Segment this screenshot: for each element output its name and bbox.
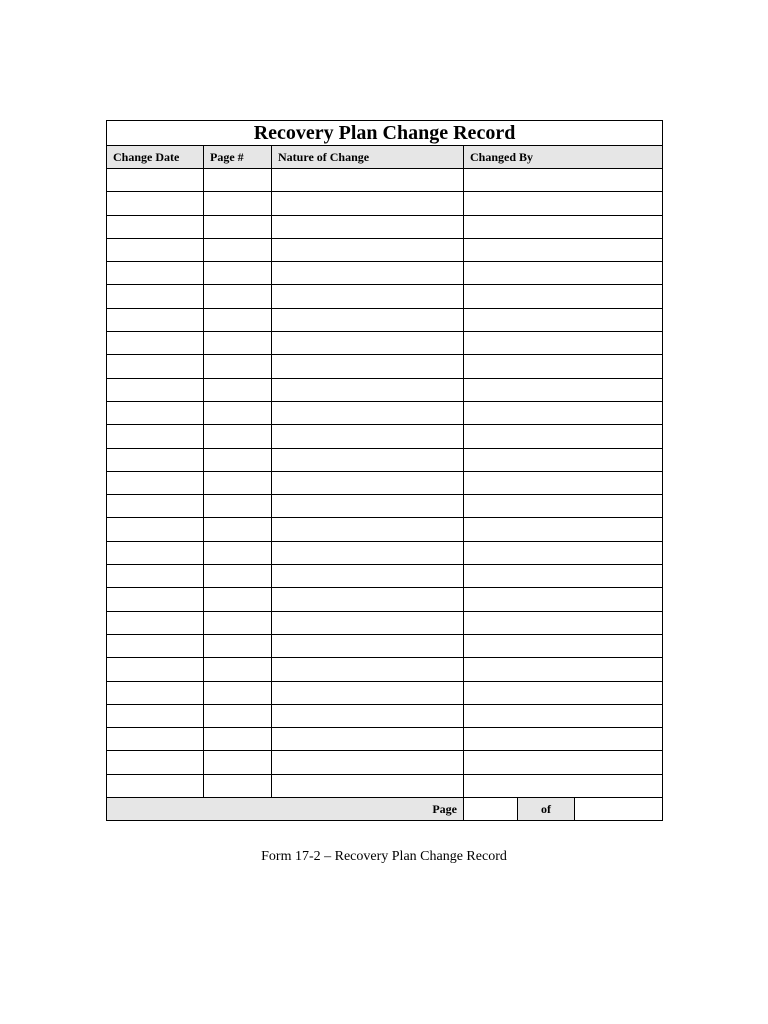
table-row <box>107 704 663 727</box>
page-number-cell[interactable] <box>204 215 272 238</box>
changed-by-cell[interactable] <box>464 634 663 657</box>
change-date-cell[interactable] <box>107 308 204 331</box>
changed-by-cell[interactable] <box>464 215 663 238</box>
page-number-cell[interactable] <box>204 751 272 774</box>
changed-by-cell[interactable] <box>464 751 663 774</box>
table-row <box>107 565 663 588</box>
nature-of-change-cell[interactable] <box>272 565 464 588</box>
changed-by-cell[interactable] <box>464 518 663 541</box>
changed-by-cell[interactable] <box>464 541 663 564</box>
page-number-cell[interactable] <box>204 285 272 308</box>
nature-of-change-cell[interactable] <box>272 215 464 238</box>
nature-of-change-cell[interactable] <box>272 611 464 634</box>
changed-by-cell[interactable] <box>464 355 663 378</box>
change-record-form <box>106 120 663 821</box>
page-number-cell[interactable] <box>204 541 272 564</box>
nature-of-change-cell[interactable] <box>272 169 464 192</box>
changed-by-cell[interactable] <box>464 611 663 634</box>
table-row <box>107 285 663 308</box>
change-date-cell[interactable] <box>107 634 204 657</box>
nature-of-change-cell[interactable] <box>272 238 464 261</box>
page-number-cell[interactable] <box>204 378 272 401</box>
change-date-cell[interactable] <box>107 262 204 285</box>
page-number-cell[interactable] <box>204 448 272 471</box>
change-date-cell[interactable] <box>107 192 204 215</box>
changed-by-cell[interactable] <box>464 285 663 308</box>
form-caption: Form 17-2 – Recovery Plan Change Record <box>261 849 507 864</box>
page-number-cell[interactable] <box>204 681 272 704</box>
change-date-cell[interactable] <box>107 541 204 564</box>
change-date-cell[interactable] <box>107 238 204 261</box>
table-row <box>107 448 663 471</box>
changed-by-cell[interactable] <box>464 332 663 355</box>
table-row <box>107 215 663 238</box>
change-date-cell[interactable] <box>107 728 204 751</box>
changed-by-cell[interactable] <box>464 262 663 285</box>
change-date-cell[interactable] <box>107 565 204 588</box>
table-row <box>107 332 663 355</box>
page-number-cell[interactable] <box>204 611 272 634</box>
change-date-cell[interactable] <box>107 355 204 378</box>
table-row <box>107 681 663 704</box>
nature-of-change-cell[interactable] <box>272 658 464 681</box>
table-row <box>107 634 663 657</box>
column-header-page-number: Page # <box>204 146 272 169</box>
nature-of-change-cell[interactable] <box>272 378 464 401</box>
table-row <box>107 611 663 634</box>
footer-of-label: of <box>518 798 575 821</box>
change-date-cell[interactable] <box>107 401 204 424</box>
nature-of-change-cell[interactable] <box>272 332 464 355</box>
column-header-nature-of-change: Nature of Change <box>272 146 464 169</box>
nature-of-change-cell[interactable] <box>272 448 464 471</box>
table-row <box>107 751 663 774</box>
table-row <box>107 658 663 681</box>
header-row <box>107 146 663 169</box>
changed-by-cell[interactable] <box>464 774 663 797</box>
nature-of-change-cell[interactable] <box>272 588 464 611</box>
table-row <box>107 169 663 192</box>
nature-of-change-cell[interactable] <box>272 541 464 564</box>
form-title: Recovery Plan Change Record <box>107 121 663 146</box>
change-date-cell[interactable] <box>107 471 204 494</box>
page-number-cell[interactable] <box>204 355 272 378</box>
changed-by-cell[interactable] <box>464 169 663 192</box>
column-header-changed-by: Changed By <box>464 146 663 169</box>
changed-by-cell[interactable] <box>464 192 663 215</box>
change-date-cell[interactable] <box>107 425 204 448</box>
changed-by-cell[interactable] <box>464 308 663 331</box>
changed-by-cell[interactable] <box>464 728 663 751</box>
change-date-cell[interactable] <box>107 518 204 541</box>
page-number-cell[interactable] <box>204 238 272 261</box>
change-date-cell[interactable] <box>107 285 204 308</box>
nature-of-change-cell[interactable] <box>272 751 464 774</box>
nature-of-change-cell[interactable] <box>272 308 464 331</box>
table-row <box>107 774 663 797</box>
page-number-cell[interactable] <box>204 425 272 448</box>
changed-by-cell[interactable] <box>464 704 663 727</box>
nature-of-change-cell[interactable] <box>272 471 464 494</box>
changed-by-cell[interactable] <box>464 378 663 401</box>
change-date-cell[interactable] <box>107 169 204 192</box>
changed-by-cell[interactable] <box>464 495 663 518</box>
table-row <box>107 378 663 401</box>
nature-of-change-cell[interactable] <box>272 518 464 541</box>
nature-of-change-cell[interactable] <box>272 425 464 448</box>
change-date-cell[interactable] <box>107 332 204 355</box>
table-row <box>107 262 663 285</box>
table-row <box>107 308 663 331</box>
changed-by-cell[interactable] <box>464 425 663 448</box>
total-pages-field[interactable] <box>575 798 663 821</box>
nature-of-change-cell[interactable] <box>272 192 464 215</box>
change-date-cell[interactable] <box>107 495 204 518</box>
page-number-cell[interactable] <box>204 495 272 518</box>
page-number-cell[interactable] <box>204 588 272 611</box>
page-number-cell[interactable] <box>204 774 272 797</box>
change-date-cell[interactable] <box>107 588 204 611</box>
table-row <box>107 541 663 564</box>
page-number-cell[interactable] <box>204 634 272 657</box>
table-row <box>107 471 663 494</box>
nature-of-change-cell[interactable] <box>272 681 464 704</box>
changed-by-cell[interactable] <box>464 588 663 611</box>
change-date-cell[interactable] <box>107 448 204 471</box>
table-row <box>107 192 663 215</box>
table-row <box>107 728 663 751</box>
change-date-cell[interactable] <box>107 658 204 681</box>
changed-by-cell[interactable] <box>464 681 663 704</box>
nature-of-change-cell[interactable] <box>272 495 464 518</box>
nature-of-change-cell[interactable] <box>272 262 464 285</box>
page-number-cell[interactable] <box>204 308 272 331</box>
column-header-change-date: Change Date <box>107 146 204 169</box>
nature-of-change-cell[interactable] <box>272 634 464 657</box>
table-row <box>107 238 663 261</box>
page-number-cell[interactable] <box>204 169 272 192</box>
table-row <box>107 588 663 611</box>
changed-by-cell[interactable] <box>464 658 663 681</box>
page-number-cell[interactable] <box>204 658 272 681</box>
nature-of-change-cell[interactable] <box>272 401 464 424</box>
page-number-cell[interactable] <box>204 728 272 751</box>
page-number-cell[interactable] <box>204 332 272 355</box>
table-row <box>107 401 663 424</box>
page-number-cell[interactable] <box>204 565 272 588</box>
table-row <box>107 518 663 541</box>
changed-by-cell[interactable] <box>464 238 663 261</box>
page-number-cell[interactable] <box>204 192 272 215</box>
change-date-cell[interactable] <box>107 704 204 727</box>
change-date-cell[interactable] <box>107 774 204 797</box>
page-number-cell[interactable] <box>204 518 272 541</box>
nature-of-change-cell[interactable] <box>272 728 464 751</box>
table-row <box>107 425 663 448</box>
change-date-cell[interactable] <box>107 215 204 238</box>
nature-of-change-cell[interactable] <box>272 285 464 308</box>
changed-by-cell[interactable] <box>464 471 663 494</box>
page-number-cell[interactable] <box>204 704 272 727</box>
changed-by-cell[interactable] <box>464 448 663 471</box>
changed-by-cell[interactable] <box>464 565 663 588</box>
change-date-cell[interactable] <box>107 681 204 704</box>
table-row <box>107 495 663 518</box>
page-number-cell[interactable] <box>204 262 272 285</box>
nature-of-change-cell[interactable] <box>272 774 464 797</box>
nature-of-change-cell[interactable] <box>272 355 464 378</box>
table-row <box>107 355 663 378</box>
nature-of-change-cell[interactable] <box>272 704 464 727</box>
footer-row <box>107 798 663 821</box>
footer-page-label: Page <box>107 798 464 821</box>
change-date-cell[interactable] <box>107 751 204 774</box>
changed-by-cell[interactable] <box>464 401 663 424</box>
page-number-cell[interactable] <box>204 401 272 424</box>
change-date-cell[interactable] <box>107 378 204 401</box>
page-number-cell[interactable] <box>204 471 272 494</box>
page-number-field[interactable] <box>464 798 518 821</box>
change-date-cell[interactable] <box>107 611 204 634</box>
